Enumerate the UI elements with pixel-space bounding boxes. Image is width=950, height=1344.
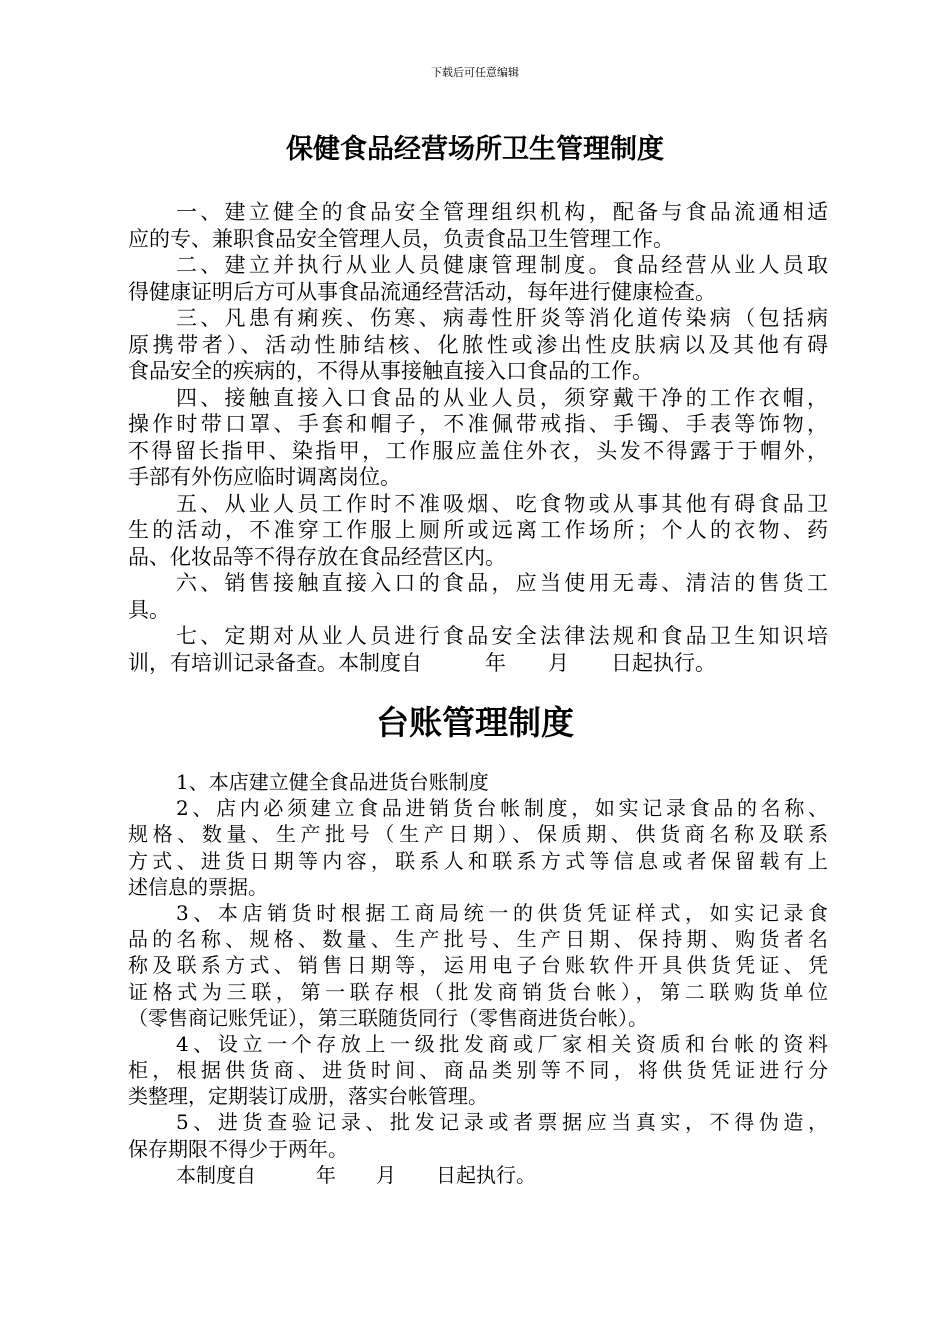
text-line: 原携带者）、活动性肺结核、化脓性或渗出性皮肤病以及其他有碍 [128, 332, 828, 357]
title-ledger-management: 台账管理制度 [376, 703, 574, 742]
text-line: 五、从业人员工作时不准吸烟、吃食物或从事其他有碍食品卫 [176, 491, 828, 516]
text-line: 训，有培训记录备查。本制度自 年 月 日起执行。 [128, 650, 716, 675]
text-line: 应的专、兼职食品安全管理人员，负责食品卫生管理工作。 [128, 226, 674, 251]
title-health-food-hygiene: 保健食品经营场所卫生管理制度 [286, 134, 664, 165]
text-line: 2、店内必须建立食品进销货台帐制度，如实记录食品的名称、 [176, 796, 828, 821]
text-line: 食品安全的疾病的，不得从事接触直接入口食品的工作。 [128, 359, 653, 383]
text-line: 1、本店建立健全食品进货台账制度 [176, 770, 489, 794]
text-line: 手部有外伤应临时调离岗位。 [128, 465, 401, 489]
header-note: 下载后可任意编辑 [431, 66, 519, 79]
text-line: 操作时带口罩、手套和帽子，不准佩带戒指、手镯、手表等饰物， [128, 412, 828, 436]
text-line: 品的名称、规格、数量、生产批号、生产日期、保持期、购货者名 [128, 927, 828, 952]
text-line: 品、化妆品等不得存放在食品经营区内。 [128, 544, 506, 569]
text-line: 本制度自 年 月 日起执行。 [176, 1162, 536, 1187]
text-line: 一、建立健全的食品安全管理组织机构，配备与食品流通相适 [176, 200, 828, 224]
text-line: 四、接触直接入口食品的从业人员，须穿戴干净的工作衣帽， [176, 385, 828, 410]
text-line: 六、销售接触直接入口的食品，应当使用无毒、清洁的售货工 [176, 571, 828, 595]
text-line: 称及联系方式、销售日期等，运用电子台账软件开具供货凭证、凭 [128, 953, 828, 978]
section-health-food-hygiene [128, 199, 828, 676]
text-line: 具。 [128, 597, 170, 622]
text-line: 证格式为三联，第一联存根（批发商销货台帐），第二联购货单位 [128, 979, 828, 1004]
section-ledger-management [128, 769, 828, 1188]
text-line: 方式、进货日期等内容，联系人和联系方式等信息或者保留载有上 [128, 848, 828, 873]
text-line: 三、凡患有痢疾、伤寒、病毒性肝炎等消化道传染病（包括病 [176, 306, 828, 330]
text-line: （零售商记账凭证），第三联随货同行（零售商进货台帐）。 [128, 1005, 648, 1030]
text-line: 得健康证明后方可从事食品流通经营活动，每年进行健康检查。 [128, 279, 716, 304]
text-line: 保存期限不得少于两年。 [128, 1136, 348, 1161]
text-line: 七、定期对从业人员进行食品安全法律法规和食品卫生知识培 [176, 624, 828, 648]
text-line: 二、建立并执行从业人员健康管理制度。食品经营从业人员取 [176, 253, 828, 277]
text-line: 柜，根据供货商、进货时间、商品类别等不同，将供货凭证进行分 [128, 1058, 828, 1083]
text-line: 类整理，定期装订成册，落实台帐管理。 [128, 1084, 488, 1109]
text-line: 3、本店销货时根据工商局统一的供货凭证样式，如实记录食 [176, 900, 828, 925]
text-line: 规格、数量、生产批号（生产日期）、保质期、供货商名称及联系 [128, 822, 828, 847]
text-line: 生的活动，不准穿工作服上厕所或远离工作场所；个人的衣物、药 [128, 518, 828, 542]
text-line: 5、进货查验记录、批发记录或者票据应当真实，不得伪造， [176, 1110, 828, 1135]
text-line: 述信息的票据。 [128, 874, 268, 899]
text-line: 不得留长指甲、染指甲，工作服应盖住外衣，头发不得露于于帽外， [128, 438, 828, 463]
text-line: 4、设立一个存放上一级批发商或厂家相关资质和台帐的资料 [176, 1031, 828, 1056]
